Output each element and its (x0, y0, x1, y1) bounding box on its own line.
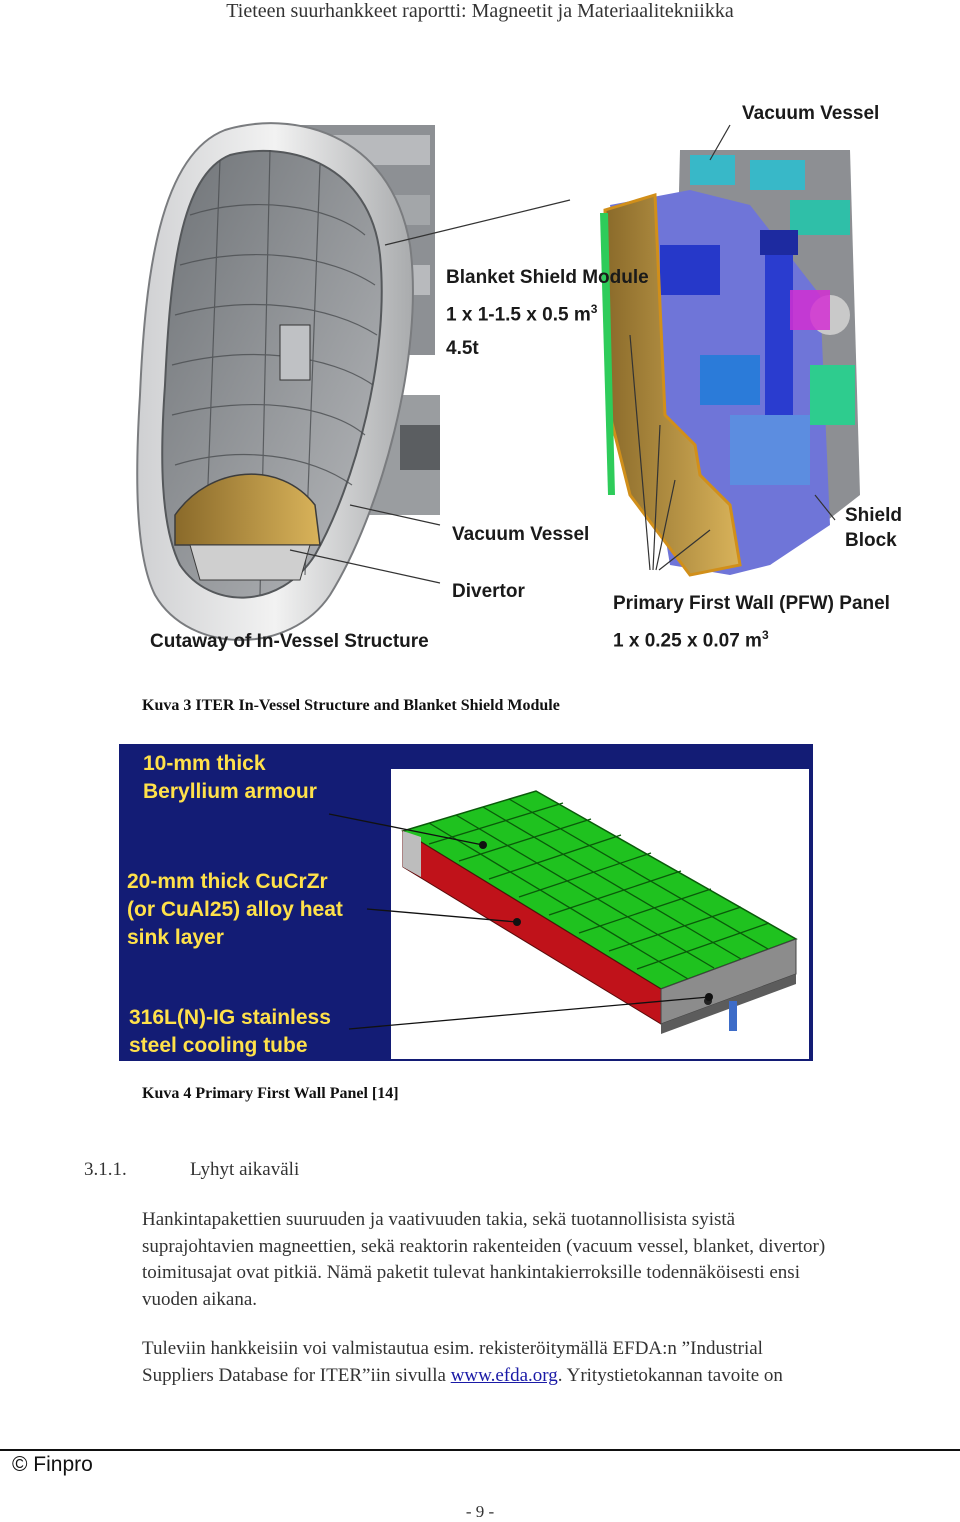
label-divertor: Divertor (452, 581, 525, 602)
label-heatsink-3: sink layer (127, 926, 224, 949)
iter-illustration (130, 95, 920, 670)
vessel-cutaway (137, 123, 413, 640)
paragraph-2-line-1: Tuleviin hankkeisiin voi valmistautua esim. rekisteröitymällä EFDA:n ”Industrial (142, 1338, 763, 1359)
footer-copyright: © Finpro (12, 1453, 93, 1476)
paragraph-2 (142, 1336, 957, 1389)
label-tube-1: 316L(N)-IG stainless (129, 1006, 331, 1029)
section-title: Lyhyt aikaväli (190, 1159, 300, 1180)
document-header: Tieteen suurhankkeet raportti: Magneetit ja Materiaalitekniikka (226, 0, 734, 22)
paragraph-1-line: toimitusajat ovat pitkiä. Nämä paketit tulevat hankintakierroksille todennäköisesti ensi (142, 1262, 800, 1283)
label-heatsink-2: (or CuAl25) alloy heat (127, 898, 343, 921)
page-number: - 9 - (465, 1502, 495, 1521)
section-number: 3.1.1. (84, 1159, 127, 1180)
paragraph-1 (142, 1207, 957, 1313)
label-blanket-module: Blanket Shield Module (446, 267, 649, 288)
paragraph-1-line: suprajohtavien magneettien, sekä reaktorin rakenteiden (vacuum vessel, blanket, divertor) (142, 1235, 826, 1257)
figure-3-caption: Kuva 3 ITER In-Vessel Structure and Blanket Shield Module (142, 697, 560, 714)
efda-link[interactable]: www.efda.org (450, 1364, 558, 1386)
label-blanket-mass: 4.5t (446, 338, 479, 359)
label-heatsink-1: 20-mm thick CuCrZr (127, 870, 328, 893)
label-pfw-dims: 1 x 0.25 x 0.07 $m^3$ (613, 628, 769, 652)
label-blanket-dims: 1 x 1-1.5 x 0.5 $m^3$ (446, 302, 598, 326)
figure-4-caption: Kuva 4 Primary First Wall Panel [14] (142, 1085, 399, 1102)
label-cutaway: Cutaway of In-Vessel Structure (150, 631, 429, 652)
paragraph-2-line-2: Suppliers Database for ITER”iin sivulla www.efda.org. Yritystietokannan tavoite on (142, 1364, 783, 1386)
label-pfw-panel: Primary First Wall (PFW) Panel (613, 593, 890, 614)
figure-4 (119, 744, 813, 1061)
label-armour-1: 10-mm thick (143, 752, 266, 775)
paragraph-1-line: vuoden aikana. (142, 1288, 258, 1310)
label-shield-block-2: Block (845, 530, 897, 551)
label-vacuum-vessel-top: Vacuum Vessel (742, 103, 880, 124)
label-tube-2: steel cooling tube (129, 1034, 308, 1057)
figure-3 (130, 95, 920, 670)
label-vacuum-vessel: Vacuum Vessel (452, 524, 590, 545)
blanket-module (600, 150, 860, 575)
footer-divider (0, 1449, 960, 1451)
label-shield-block-1: Shield (845, 505, 903, 526)
label-armour-2: Beryllium armour (143, 780, 317, 803)
paragraph-1-line: Hankintapakettien suuruuden ja vaativuuden takia, sekä tuotannollisista syistä (142, 1209, 736, 1230)
